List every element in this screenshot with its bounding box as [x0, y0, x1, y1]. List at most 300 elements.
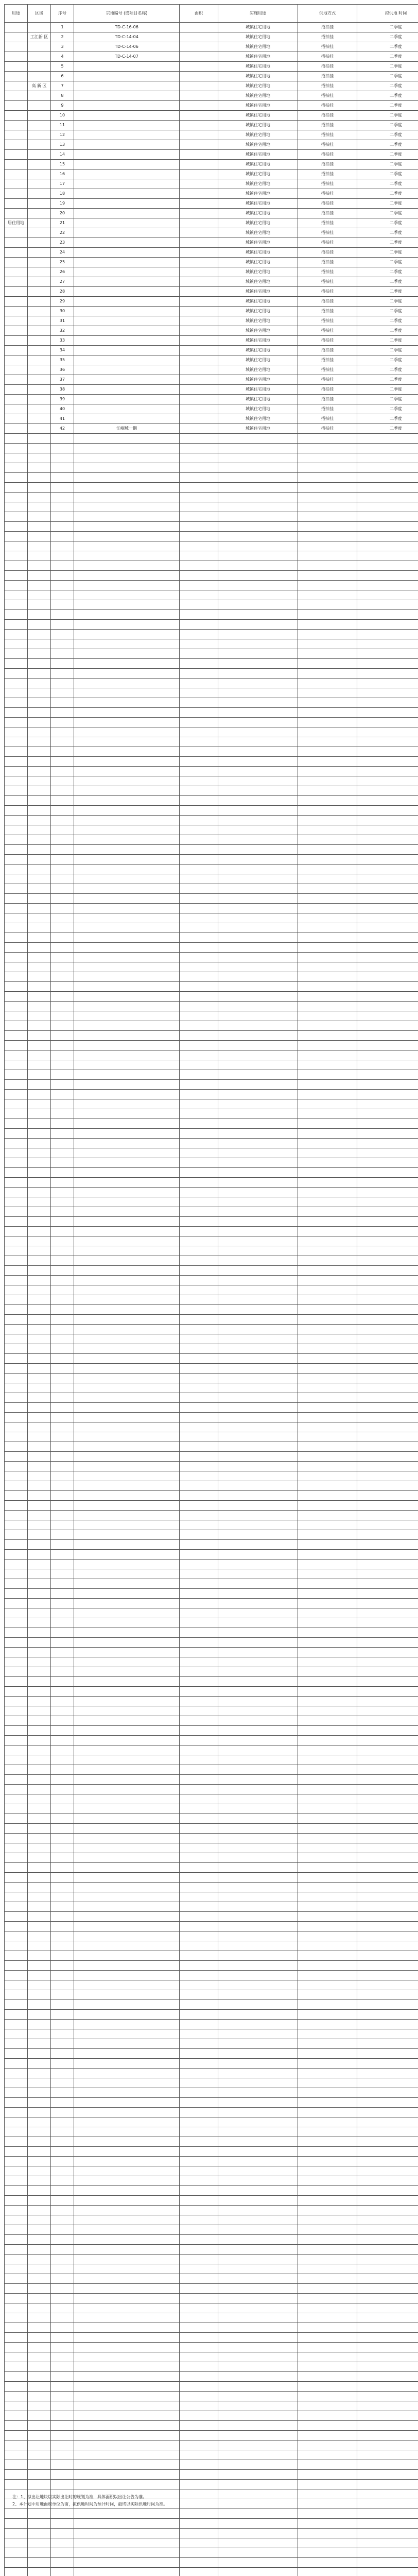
cell-use — [218, 874, 298, 884]
cell-use — [218, 1648, 298, 1657]
cell-district — [28, 541, 51, 551]
cell-area — [180, 2294, 218, 2303]
cell-supply-method — [298, 962, 357, 972]
table-row — [5, 1413, 418, 1422]
table-row — [5, 2117, 418, 2127]
cell-parcel-code — [74, 2509, 180, 2519]
cell-district — [28, 1618, 51, 1628]
table-row — [5, 571, 418, 581]
cell-supply-time — [357, 1931, 418, 1941]
table-row — [5, 845, 418, 855]
cell-parcel-code — [74, 1520, 180, 1530]
cell-supply-method: 招拍挂 — [298, 72, 357, 81]
cell-district — [28, 825, 51, 835]
cell-area — [180, 1922, 218, 1931]
cell-serial: 16 — [51, 170, 74, 179]
cell-area — [180, 326, 218, 336]
cell-area — [180, 2548, 218, 2558]
cell-district — [28, 130, 51, 140]
cell-usage — [5, 228, 28, 238]
cell-district — [28, 727, 51, 737]
table-row — [5, 2245, 418, 2255]
cell-usage — [5, 1080, 28, 1090]
cell-serial — [51, 1090, 74, 1099]
cell-district — [28, 630, 51, 639]
cell-usage — [5, 1168, 28, 1178]
cell-use — [218, 649, 298, 659]
cell-supply-method — [298, 1325, 357, 1334]
cell-use: 城镇住宅用地 — [218, 248, 298, 258]
cell-use — [218, 1912, 298, 1922]
cell-usage — [5, 2382, 28, 2392]
cell-parcel-code — [74, 2117, 180, 2127]
cell-supply-method — [298, 1706, 357, 1716]
cell-area — [180, 2441, 218, 2450]
cell-parcel-code — [74, 316, 180, 326]
table-row — [5, 248, 418, 258]
cell-supply-method — [298, 551, 357, 561]
cell-serial — [51, 1403, 74, 1413]
table-row — [5, 2206, 418, 2215]
cell-use — [218, 1863, 298, 1873]
cell-supply-method — [298, 1148, 357, 1158]
cell-district — [28, 1755, 51, 1765]
cell-parcel-code — [74, 2098, 180, 2108]
cell-use — [218, 943, 298, 953]
cell-use — [218, 1589, 298, 1599]
cell-area — [180, 1716, 218, 1726]
table-row — [5, 23, 418, 32]
cell-usage — [5, 610, 28, 620]
cell-usage — [5, 160, 28, 170]
cell-supply-method: 招拍挂 — [298, 316, 357, 326]
cell-supply-time — [357, 708, 418, 718]
cell-serial — [51, 1951, 74, 1961]
cell-supply-time — [357, 1843, 418, 1853]
table-row — [5, 1481, 418, 1491]
cell-serial — [51, 1413, 74, 1422]
cell-area — [180, 385, 218, 395]
cell-supply-method — [298, 2382, 357, 2392]
cell-usage — [5, 2215, 28, 2225]
cell-area — [180, 2323, 218, 2333]
header-supply-method: 供地方式 — [298, 5, 357, 23]
cell-serial — [51, 806, 74, 816]
cell-serial — [51, 1608, 74, 1618]
cell-area — [180, 2215, 218, 2225]
table-row — [5, 1560, 418, 1569]
cell-serial — [51, 767, 74, 776]
cell-supply-method: 招拍挂 — [298, 62, 357, 72]
cell-supply-method — [298, 688, 357, 698]
cell-district — [28, 2225, 51, 2235]
cell-supply-time — [357, 1256, 418, 1266]
cell-supply-method — [298, 1755, 357, 1765]
cell-district — [28, 1403, 51, 1413]
cell-use — [218, 2049, 298, 2059]
cell-area — [180, 1765, 218, 1775]
cell-area — [180, 2352, 218, 2362]
cell-area — [180, 1462, 218, 1471]
cell-serial — [51, 1315, 74, 1325]
cell-usage — [5, 2029, 28, 2039]
cell-supply-method — [298, 1883, 357, 1892]
cell-area — [180, 816, 218, 825]
cell-usage — [5, 590, 28, 600]
cell-parcel-code — [74, 502, 180, 512]
table-row — [5, 786, 418, 796]
cell-supply-method — [298, 2078, 357, 2088]
cell-usage — [5, 1579, 28, 1589]
cell-district — [28, 1579, 51, 1589]
table-row — [5, 1178, 418, 1188]
cell-supply-method — [298, 1511, 357, 1520]
cell-serial — [51, 2460, 74, 2470]
cell-use — [218, 1824, 298, 1834]
cell-parcel-code — [74, 1589, 180, 1599]
cell-area — [180, 1129, 218, 1139]
cell-area — [180, 1178, 218, 1188]
cell-district — [28, 532, 51, 541]
cell-district — [28, 2069, 51, 2078]
cell-district — [28, 2460, 51, 2470]
cell-area — [180, 316, 218, 326]
cell-supply-time — [357, 2274, 418, 2284]
cell-serial — [51, 1980, 74, 1990]
cell-serial — [51, 2166, 74, 2176]
cell-supply-time — [357, 669, 418, 679]
cell-serial — [51, 532, 74, 541]
cell-parcel-code — [74, 150, 180, 160]
table-row — [5, 1295, 418, 1305]
cell-serial — [51, 2401, 74, 2411]
cell-district — [28, 620, 51, 630]
cell-parcel-code — [74, 1912, 180, 1922]
cell-area — [180, 444, 218, 453]
cell-supply-time — [357, 1129, 418, 1139]
cell-supply-time — [357, 1188, 418, 1197]
cell-use — [218, 2411, 298, 2421]
cell-area — [180, 581, 218, 590]
cell-use — [218, 2225, 298, 2235]
cell-usage — [5, 1775, 28, 1785]
cell-use — [218, 1902, 298, 1912]
cell-serial — [51, 708, 74, 718]
table-row — [5, 1452, 418, 1462]
table-row — [5, 395, 418, 404]
cell-serial — [51, 2039, 74, 2049]
cell-parcel-code — [74, 581, 180, 590]
cell-supply-method — [298, 1217, 357, 1227]
cell-supply-time — [357, 2284, 418, 2294]
cell-use — [218, 1374, 298, 1383]
cell-parcel-code — [74, 649, 180, 659]
cell-serial — [51, 1755, 74, 1765]
cell-supply-time — [357, 1334, 418, 1344]
cell-district — [28, 199, 51, 209]
cell-area — [180, 307, 218, 316]
cell-usage — [5, 1217, 28, 1227]
cell-parcel-code — [74, 855, 180, 865]
cell-supply-method — [298, 2470, 357, 2480]
cell-parcel-code — [74, 1618, 180, 1628]
cell-usage — [5, 2372, 28, 2382]
cell-supply-method — [298, 473, 357, 483]
cell-area — [180, 2568, 218, 2576]
cell-district — [28, 1158, 51, 1168]
cell-usage — [5, 121, 28, 130]
cell-supply-time: 二季度 — [357, 326, 418, 336]
table-row — [5, 2568, 418, 2576]
cell-usage — [5, 258, 28, 267]
table-row — [5, 62, 418, 72]
cell-parcel-code — [74, 571, 180, 581]
cell-parcel-code — [74, 2039, 180, 2049]
cell-parcel-code — [74, 1667, 180, 1677]
cell-usage — [5, 1736, 28, 1745]
cell-serial — [51, 1931, 74, 1941]
table-row — [5, 1648, 418, 1657]
cell-serial: 10 — [51, 111, 74, 121]
cell-supply-method — [298, 1462, 357, 1471]
table-row — [5, 1276, 418, 1285]
table-row — [5, 2548, 418, 2558]
cell-serial — [51, 1912, 74, 1922]
cell-usage — [5, 855, 28, 865]
cell-supply-time — [357, 1236, 418, 1246]
cell-serial — [51, 2255, 74, 2264]
cell-use — [218, 1158, 298, 1168]
cell-parcel-code — [74, 1462, 180, 1471]
table-row — [5, 1677, 418, 1687]
cell-supply-method — [298, 2431, 357, 2441]
cell-area — [180, 346, 218, 355]
cell-use: 城镇住宅用地 — [218, 375, 298, 385]
cell-usage — [5, 1099, 28, 1109]
cell-area — [180, 2235, 218, 2245]
cell-usage — [5, 1520, 28, 1530]
cell-use — [218, 659, 298, 669]
cell-district — [28, 160, 51, 170]
cell-use — [218, 1941, 298, 1951]
cell-use — [218, 600, 298, 610]
cell-supply-time — [357, 953, 418, 962]
cell-serial — [51, 453, 74, 463]
cell-area — [180, 1951, 218, 1961]
cell-supply-method — [298, 2313, 357, 2323]
cell-area — [180, 248, 218, 258]
cell-serial — [51, 1374, 74, 1383]
cell-district — [28, 1099, 51, 1109]
cell-serial — [51, 1902, 74, 1912]
cell-supply-time: 二季度 — [357, 228, 418, 238]
cell-supply-time: 二季度 — [357, 62, 418, 72]
cell-district — [28, 2519, 51, 2529]
cell-supply-time — [357, 1148, 418, 1158]
cell-district — [28, 1217, 51, 1227]
cell-area — [180, 1667, 218, 1677]
cell-supply-time — [357, 1442, 418, 1452]
cell-district — [28, 483, 51, 493]
cell-area — [180, 2127, 218, 2137]
table-row — [5, 375, 418, 385]
cell-use — [218, 2480, 298, 2489]
cell-use: 城镇住宅用地 — [218, 111, 298, 121]
table-row — [5, 2480, 418, 2489]
cell-usage — [5, 1119, 28, 1129]
cell-district — [28, 1452, 51, 1462]
table-row — [5, 1090, 418, 1099]
cell-district — [28, 218, 51, 228]
cell-area — [180, 972, 218, 982]
cell-usage — [5, 688, 28, 698]
cell-supply-time: 二季度 — [357, 258, 418, 267]
cell-area — [180, 2450, 218, 2460]
cell-usage — [5, 1471, 28, 1481]
cell-use: 城镇住宅用地 — [218, 199, 298, 209]
cell-parcel-code — [74, 2284, 180, 2294]
cell-serial — [51, 874, 74, 884]
cell-district — [28, 2245, 51, 2255]
cell-usage — [5, 1139, 28, 1148]
cell-usage — [5, 1285, 28, 1295]
cell-serial — [51, 816, 74, 825]
cell-supply-method — [298, 649, 357, 659]
cell-parcel-code — [74, 1794, 180, 1804]
cell-area — [180, 2480, 218, 2489]
cell-district — [28, 1638, 51, 1648]
cell-use — [218, 698, 298, 708]
table-row — [5, 473, 418, 483]
table-row — [5, 2470, 418, 2480]
table-row — [5, 1892, 418, 1902]
table-row — [5, 2020, 418, 2029]
cell-usage — [5, 140, 28, 150]
cell-usage — [5, 1628, 28, 1638]
cell-supply-method — [298, 2206, 357, 2215]
table-row — [5, 620, 418, 630]
cell-district — [28, 2039, 51, 2049]
cell-supply-time — [357, 2245, 418, 2255]
cell-usage — [5, 512, 28, 522]
table-row — [5, 1109, 418, 1119]
cell-area — [180, 277, 218, 287]
cell-district — [28, 238, 51, 248]
cell-use — [218, 1892, 298, 1902]
cell-parcel-code — [74, 1980, 180, 1990]
cell-supply-time — [357, 1501, 418, 1511]
cell-serial: 26 — [51, 267, 74, 277]
cell-usage — [5, 1990, 28, 2000]
cell-parcel-code — [74, 2480, 180, 2489]
cell-use: 城镇住宅用地 — [218, 42, 298, 52]
cell-parcel-code — [74, 199, 180, 209]
cell-serial — [51, 659, 74, 669]
table-row — [5, 1599, 418, 1608]
cell-serial: 33 — [51, 336, 74, 346]
cell-area — [180, 1109, 218, 1119]
table-row — [5, 1158, 418, 1168]
cell-usage — [5, 816, 28, 825]
cell-district — [28, 1853, 51, 1863]
cell-usage — [5, 277, 28, 287]
cell-use — [218, 1883, 298, 1892]
cell-district — [28, 2157, 51, 2166]
cell-district — [28, 688, 51, 698]
cell-supply-time: 二季度 — [357, 355, 418, 365]
cell-supply-time: 二季度 — [357, 248, 418, 258]
cell-district — [28, 796, 51, 806]
cell-supply-time — [357, 1834, 418, 1843]
cell-parcel-code — [74, 727, 180, 737]
cell-supply-method — [298, 1227, 357, 1236]
cell-serial: 4 — [51, 52, 74, 62]
table-row — [5, 179, 418, 189]
cell-district — [28, 277, 51, 287]
cell-supply-time — [357, 1119, 418, 1129]
cell-use — [218, 1090, 298, 1099]
cell-usage — [5, 943, 28, 953]
cell-area — [180, 2255, 218, 2264]
cell-supply-time — [357, 1648, 418, 1657]
cell-use — [218, 1432, 298, 1442]
cell-district — [28, 453, 51, 463]
cell-area — [180, 865, 218, 874]
cell-district — [28, 2431, 51, 2441]
cell-parcel-code — [74, 2519, 180, 2529]
cell-use — [218, 2441, 298, 2450]
cell-area — [180, 2509, 218, 2519]
cell-supply-method — [298, 1697, 357, 1706]
cell-supply-method — [298, 2225, 357, 2235]
cell-serial — [51, 1452, 74, 1462]
table-row — [5, 1011, 418, 1021]
cell-district — [28, 2303, 51, 2313]
cell-supply-time — [357, 2225, 418, 2235]
land-supply-table-sheet — [4, 4, 414, 2576]
cell-parcel-code — [74, 1442, 180, 1452]
cell-supply-time: 二季度 — [357, 189, 418, 199]
cell-supply-time: 二季度 — [357, 336, 418, 346]
cell-supply-time — [357, 806, 418, 816]
cell-parcel-code — [74, 1188, 180, 1197]
cell-parcel-code — [74, 473, 180, 483]
cell-area — [180, 737, 218, 747]
cell-usage — [5, 1354, 28, 1364]
cell-supply-method: 招拍挂 — [298, 189, 357, 199]
cell-serial: 8 — [51, 91, 74, 101]
cell-district — [28, 228, 51, 238]
cell-district — [28, 2392, 51, 2401]
cell-usage — [5, 1726, 28, 1736]
cell-serial — [51, 1295, 74, 1305]
cell-parcel-code — [74, 2186, 180, 2196]
cell-supply-time — [357, 600, 418, 610]
cell-serial: 28 — [51, 287, 74, 297]
cell-use — [218, 1657, 298, 1667]
cell-supply-time — [357, 2049, 418, 2059]
cell-parcel-code — [74, 1266, 180, 1276]
cell-area — [180, 1452, 218, 1462]
cell-serial — [51, 2225, 74, 2235]
cell-supply-time — [357, 718, 418, 727]
cell-parcel-code — [74, 1354, 180, 1364]
cell-serial — [51, 1706, 74, 1716]
table-row — [5, 2176, 418, 2186]
cell-district — [28, 2480, 51, 2489]
cell-supply-time — [357, 2401, 418, 2411]
cell-district — [28, 1892, 51, 1902]
